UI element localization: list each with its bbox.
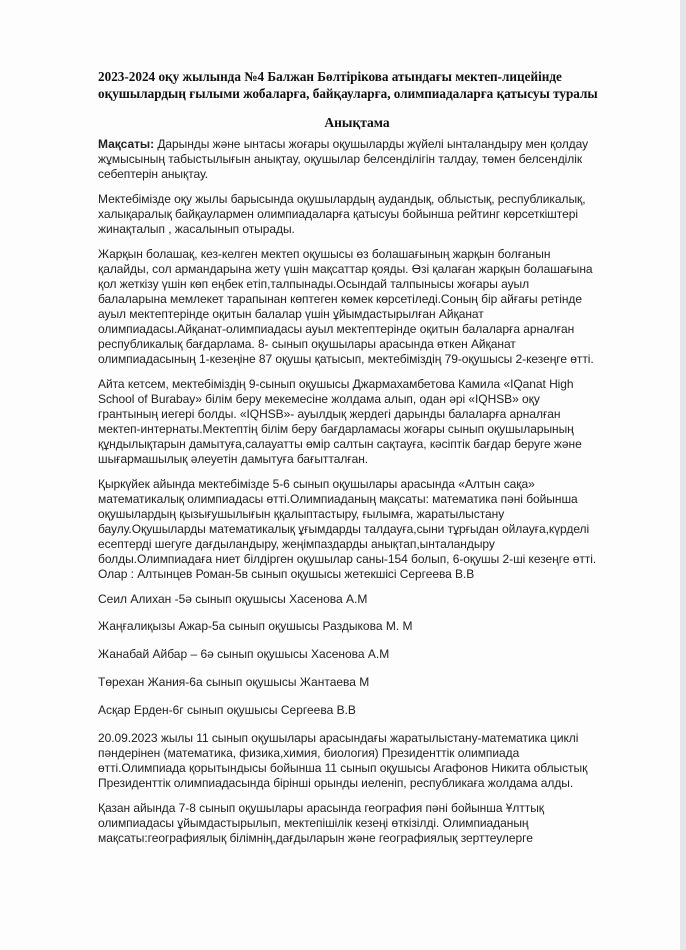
title-line: 2023-2024 оқу жылында №4 Балжан Бөлтірікова атындағы мектеп-лицейінде <box>98 69 562 84</box>
paragraph-line: жинақталып , жасалынып отырады. <box>98 222 295 236</box>
paragraph-line: Айта кетсем, мектебіміздің 9-сынып оқушысы Джармахамбетова Камила «IQanat High <box>98 377 574 391</box>
paragraph-line: баулу.Оқушыларды математикалық ұғымдарды талдауға,сыни тұрғыдан ойлауға,күрделі <box>98 522 590 536</box>
iqhsb-paragraph <box>98 377 616 467</box>
paragraph-line: Жарқын болашақ, кез-келген мектеп оқушысы өз болашағының жарқын болғанын <box>98 247 551 261</box>
rating-paragraph <box>98 192 616 237</box>
altyn-saka-paragraph <box>98 477 616 582</box>
paragraph-line: олимпиадасы.Айқанат-олимпиадасы ауыл мектептерінде оқитын балаларға арналған <box>98 322 575 336</box>
paragraph-line: оқушылардың қызығушылығын ққалыптастыру, ғылымға, жаратылыстану <box>98 507 505 521</box>
paragraph-line: Президенттік олимпиадасында бірінші орынды иеленіп, республикаға жолдама алды. <box>98 776 574 790</box>
paragraph-line: есептерді шегуге дағдыландыру, жеңімпаздарды анықтап,ынталандыру <box>98 537 495 551</box>
purpose-paragraph <box>98 137 616 182</box>
paragraph-line: қол жеткізу үшін көп еңбек етіп,талпынады.Осындай талпынысы жоғары ауыл <box>98 277 530 291</box>
document-title <box>98 68 616 102</box>
paragraph-line: грантының иегері болды. «IQHSB»- ауылдық жердегі дарынды балаларға арналған <box>98 407 561 421</box>
paragraph-line: мақсаты:географиялық білімнің,дағдыларын және географиялық зерттеулерге <box>98 831 533 845</box>
purpose-text: Дарынды және ынтасы жоғары оқушыларды жүйелі ынталандыру мен қолдау <box>154 137 589 151</box>
paragraph-line: математикалық олимпиадасы өтті.Олимпиаданың мақсаты: математика пәні бойынша <box>98 492 578 506</box>
geography-paragraph <box>98 801 616 846</box>
student-line: Сеил Алихан -5ә сынып оқушысы Хасенова А.М <box>98 592 368 606</box>
paragraph-line: шығармашылық әлеуетін дамытуға бағытталған. <box>98 452 369 466</box>
paragraph-line: мектеп-интернаты.Мектептің білім беру бағдарламасы жоғары сынып оқушыларының <box>98 422 574 436</box>
paragraph-line: құндылықтарын дамытуға,салауатты өмір салтын сақтауға, кәсіптік бағдар беруге және <box>98 437 582 451</box>
paragraph-line: 20.09.2023 жылы 11 сынып оқушылары арасындағы жаратылыстану-математика циклі <box>98 731 579 745</box>
paragraph-line: өтті.Олимпиада қорытындысы бойынша 11 сынып оқушысы Агафонов Никита облыстық <box>98 761 588 775</box>
document-heading: Анықтама <box>324 115 390 130</box>
student-line: Жанабай Айбар – 6ә сынып оқушысы Хасенова А.М <box>98 647 390 661</box>
paragraph-line: Мектебімізде оқу жылы барысында оқушылардың аудандық, облыстық, республикалық, <box>98 192 586 206</box>
paragraph-line: халықаралық байқаулармен олимпиадаларға қатысуы бойынша рейтинг көрсеткіштері <box>98 207 578 221</box>
student-line: Жаңғалиқызы Ажар-5а сынып оқушысы Раздыкова М. М <box>98 619 413 633</box>
paragraph-line: олимпиадасы ұйымдастырылып, мектепішілік кезеңі өткізілді. Олимпиаданың <box>98 816 529 830</box>
paragraph-line: жұмысының табыстылығын анықтау, оқушылар белсенділігін талдау, төмен белсенділік <box>98 152 583 166</box>
paragraph-line: пәндерінен (математика, физика,химия, биология) Президенттік олимпиада <box>98 746 520 760</box>
paragraph-line: республикалық бағдарлама. 8- сынып оқушылары арасында өткен Айқанат <box>98 337 516 351</box>
aikanat-paragraph <box>98 247 616 367</box>
paragraph-line: Қазан айында 7-8 сынып оқушылары арасында география пәні бойынша Ұлттық <box>98 801 544 815</box>
paragraph-line: Қыркүйек айында мектебімізде 5-6 сынып оқушылары арасында «Алтын сақа» <box>98 477 535 491</box>
purpose-label: Мақсаты: <box>98 137 155 151</box>
paragraph-line: олимпиадасының 1-кезеңіне 87 оқушы қатысып, мектебіміздің 79-оқушысы 2-кезеңге өтті. <box>98 352 594 366</box>
student-line: Асқар Ерден-6г сынып оқушысы Сергеева В.В <box>98 703 356 717</box>
paragraph-line: Олар : Алтынцев Роман-5в сынып оқушысы жетекшісі Сергеева В.В <box>98 567 475 581</box>
student-line: Төрехан Жания-6а сынып оқушысы Жантаева М <box>98 675 370 689</box>
title-line: оқушылардың ғылыми жобаларға, байқауларға, олимпиадаларға қатысуы туралы <box>98 86 598 101</box>
paragraph-line: болды.Олимпиадаға ниет білдірген оқушылар саны-154 болып, 6-оқушы 2-ші кезеңге өтті. <box>98 552 597 566</box>
paragraph-line: ауыл мектептерінде оқитын балалар үшін ұйымдастырылған Айқанат <box>98 307 484 321</box>
paragraph-line: балаларына мемлекет тарапынан көптеген көмек көрсетіледі.Соның бір айғағы ретінде <box>98 292 582 306</box>
paragraph-line: School of Burabay» білім беру мекемесіне жолдама алып, одан әрі «IQHSB» оқу <box>98 392 540 406</box>
paragraph-line: қалайды, сол армандарына жету үшін мақсаттар қояды. Өзі қалаған жарқын болашағына <box>98 262 593 276</box>
paragraph-line: себептерін анықтау. <box>98 167 209 181</box>
purpose-first-line <box>98 137 616 152</box>
president-olympiad-paragraph <box>98 731 616 791</box>
